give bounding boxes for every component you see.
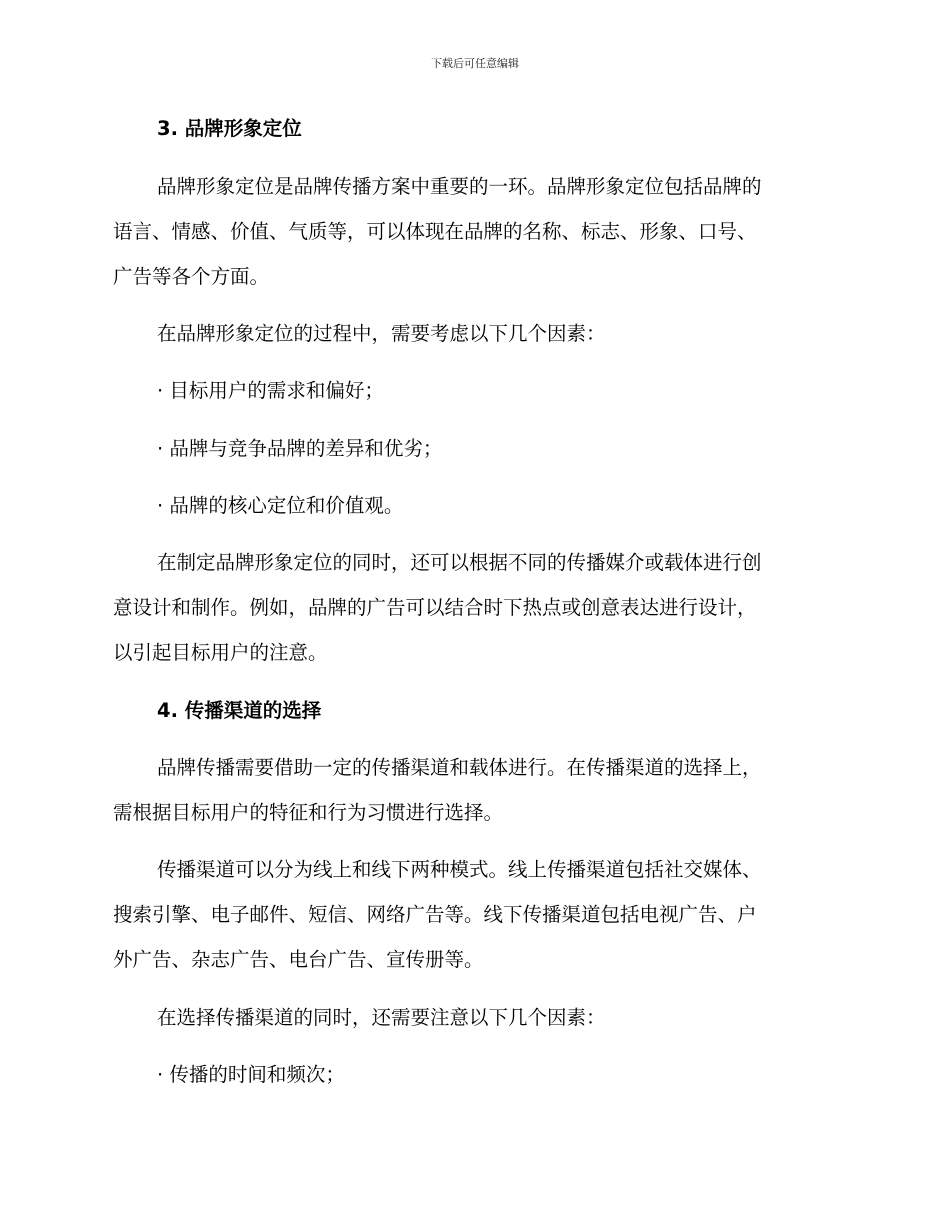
section-3-heading: 3. 品牌形象定位: [157, 117, 302, 140]
paragraph-line: 搜索引擎、电子邮件、短信、网络广告等。线下传播渠道包括电视广告、户: [113, 903, 757, 926]
paragraph-line: 广告等各个方面。: [113, 265, 270, 288]
bullet-item: · 传播的时间和频次；: [157, 1063, 345, 1086]
paragraph-line: 意设计和制作。例如，品牌的广告可以结合时下热点或创意表达进行设计，: [113, 596, 757, 619]
paragraph-line: 语言、情感、价值、气质等，可以体现在品牌的名称、标志、形象、口号、: [113, 220, 757, 243]
page-header: 下载后可任意编辑: [431, 57, 519, 70]
paragraph-line: 外广告、杂志广告、电台广告、宣传册等。: [113, 948, 484, 971]
paragraph-line: 在制定品牌形象定位的同时，还可以根据不同的传播媒介或载体进行创: [157, 551, 762, 574]
paragraph-line: 需根据目标用户的特征和行为习惯进行选择。: [113, 801, 504, 824]
section-4-heading: 4. 传播渠道的选择: [157, 699, 322, 722]
paragraph-line: 传播渠道可以分为线上和线下两种模式。线上传播渠道包括社交媒体、: [157, 858, 762, 881]
paragraph-line: 在选择传播渠道的同时，还需要注意以下几个因素：: [157, 1006, 606, 1029]
paragraph-line: 品牌传播需要借助一定的传播渠道和载体进行。在传播渠道的选择上，: [157, 756, 762, 779]
paragraph-line: 品牌形象定位是品牌传播方案中重要的一环。品牌形象定位包括品牌的: [157, 175, 762, 198]
bullet-item: · 品牌的核心定位和价值观。: [157, 494, 404, 517]
paragraph-line: 以引起目标用户的注意。: [113, 641, 328, 664]
bullet-item: · 目标用户的需求和偏好；: [157, 379, 384, 402]
paragraph-line: 在品牌形象定位的过程中，需要考虑以下几个因素：: [157, 322, 606, 345]
bullet-item: · 品牌与竞争品牌的差异和优劣；: [157, 437, 443, 460]
